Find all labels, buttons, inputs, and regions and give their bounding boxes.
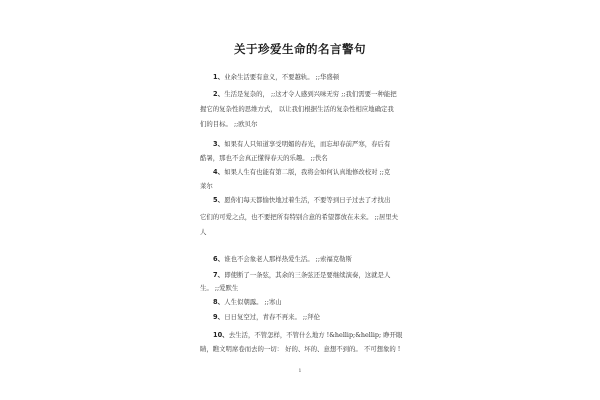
quote-10-text-1: 去生活，不管怎样，不管什么地方 !&hellip;&hellip; 睁开眼 — [228, 331, 403, 339]
quote-10-line-1 — [213, 331, 402, 339]
quote-2-text-1: 生活是复杂的， ;;这才令人感到兴味无穷 ;;我们需要一种能把 — [224, 90, 397, 98]
quote-7-number: 7、 — [213, 271, 225, 279]
quote-8-text: 人生似朝露。 ;;寒山 — [224, 298, 282, 306]
quote-7-line-1 — [213, 271, 390, 279]
quote-4-number: 4、 — [213, 168, 225, 176]
quote-8-line-1 — [213, 298, 282, 306]
quote-9-text: 日日复空过，青春不再来。 ;;拜伦 — [224, 313, 320, 321]
page-number: 1 — [298, 368, 302, 374]
quote-10-line-2: 睛，瞧文明席卷而去的一切： 好的、坏的、意想不到的。 不可想象的 ! — [200, 345, 401, 353]
quote-8-number: 8、 — [213, 298, 225, 306]
quote-7-line-2: 生。 ;;爱默生 — [200, 284, 239, 292]
quote-1-number: 1、 — [213, 73, 225, 81]
quote-2-number: 2、 — [213, 90, 225, 98]
quote-1-text: 业余生活要有意义，不要越轨。 ;;华盛顿 — [224, 73, 340, 81]
quote-5-line-2: 它们的可爱之点，也不要把所有特别合意的希望都放在未来。 ;;居里夫 — [200, 213, 399, 221]
quote-3-text-1: 如果有人只知道享受明媚的春光，而忘却春前严寒，春后有 — [224, 140, 391, 148]
quote-4-line-1 — [213, 168, 390, 176]
quote-10-number: 10、 — [213, 331, 229, 339]
quote-5-number: 5、 — [213, 196, 225, 204]
quote-6-text: 谁也不会象老人那样热爱生活。 ;;索福克勒斯 — [224, 255, 352, 263]
quote-2-line-3: 们的目标。 ;;欧贝尔 — [200, 120, 258, 128]
quote-5-line-3: 人 — [200, 228, 207, 236]
quote-4-text-1: 如果人生有也能有第二版，我将会如何认真地修改校对 ;;克 — [224, 168, 391, 176]
quote-6-line-1 — [213, 255, 352, 263]
quote-5-line-1 — [213, 196, 390, 204]
quote-9-line-1 — [213, 313, 320, 321]
quote-3-line-1 — [213, 140, 390, 148]
quote-4-line-2: 莱尔 — [200, 182, 213, 190]
quote-2-line-1 — [213, 90, 397, 98]
quote-7-text-1: 即使断了一条弦，其余的三条弦还是要继续演奏，这就是人 — [224, 271, 391, 279]
quote-3-line-2: 酷暑，那也不会真正懂得春天的乐趣。 ;;佚名 — [200, 154, 328, 162]
quote-6-number: 6、 — [213, 255, 225, 263]
quote-9-number: 9、 — [213, 313, 225, 321]
quote-1-line-1 — [213, 73, 339, 81]
document-title: 关于珍爱生命的名言警句 — [234, 42, 366, 56]
quote-3-number: 3、 — [213, 140, 225, 148]
quote-5-text-1: 愿你们每天都愉快地过着生活，不要等到日子过去了才找出 — [224, 196, 391, 204]
quote-2-line-2: 握它的复杂性的思维方式， 以让我们根据生活的复杂性相应地确定我 — [200, 105, 394, 113]
